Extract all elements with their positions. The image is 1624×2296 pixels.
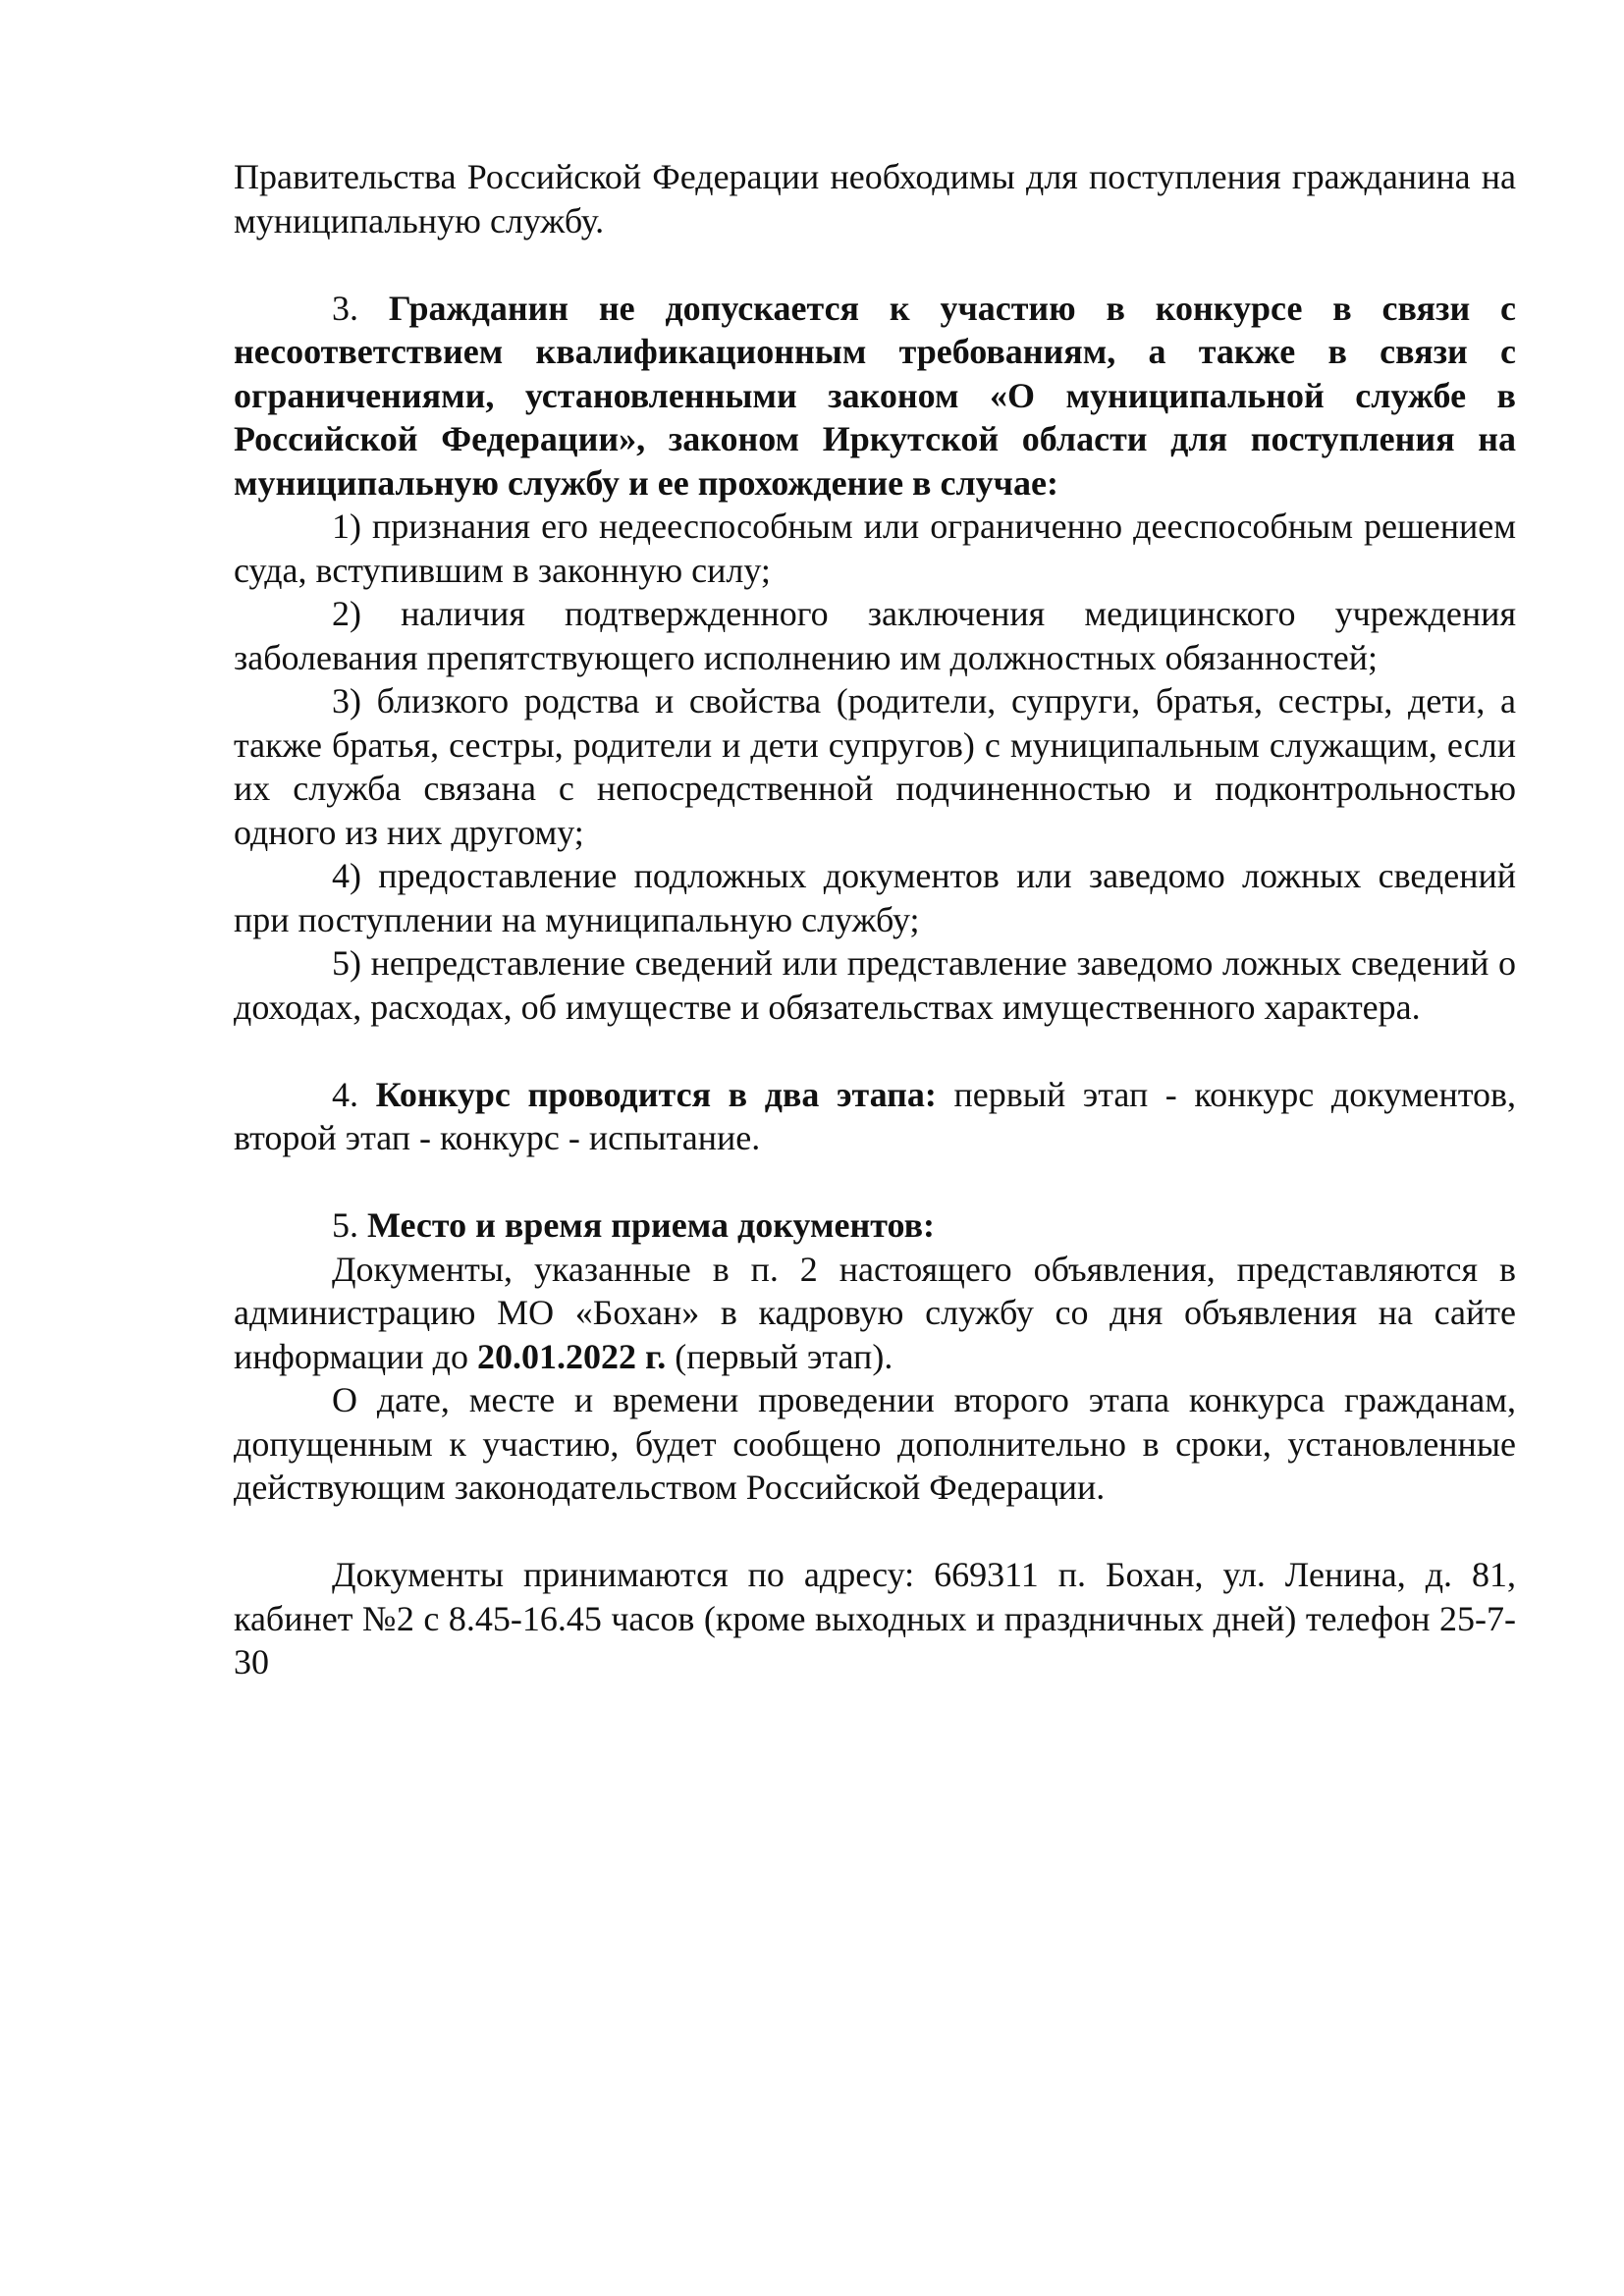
section-5-number: 5. (332, 1205, 358, 1245)
section-3-heading (234, 287, 1516, 506)
section-4-number: 4. (332, 1074, 358, 1114)
section-5-heading (234, 1203, 1516, 1248)
section-4-text: первый этап - конкурс документов, второй этап - конкурс - испытание. (234, 1074, 1516, 1157)
section-3-item-2 (234, 592, 1516, 679)
list-item-text: 2) наличия подтвержденного заключения медицинского учреждения заболевания препятствующего исполнению им должностных обязанностей; (234, 594, 1516, 677)
section-5-para2-text: О дате, месте и времени проведении второго этапа конкурса гражданам, допущенным к участию, будет сообщено дополнительно в сроки, установленные действующим законодательством Российской Федерации. (234, 1380, 1516, 1507)
section-4-heading: Конкурс проводится в два этапа: (375, 1074, 937, 1114)
intro-paragraph (234, 155, 1516, 242)
section-5-para1-start: Документы, указанные в п. 2 настоящего объявления, представляются в администрацию МО «Бохан» в кадровую службу со дня объявления на сайте информации до (234, 1249, 1516, 1376)
section-5-heading-text: Место и время приема документов: (367, 1205, 936, 1245)
section-5-para1-end: (первый этап). (666, 1336, 893, 1376)
list-item-text: 4) предоставление подложных документов или заведомо ложных сведений при поступлении на муниципальную службу; (234, 856, 1516, 939)
address-text: Документы принимаются по адресу: 669311 п. Бохан, ул. Ленина, д. 81, кабинет №2 с 8.45-16.45 часов (кроме выходных и праздничных дней) телефон 25-7-30 (234, 1555, 1516, 1682)
section-4-paragraph (234, 1073, 1516, 1160)
section-3-heading-text: Гражданин не допускается к участию в конкурсе в связи с несоответствием квалификационным требованиям, а также в связи с ограничениями, установленными законом «О муниципальной службе в Российской Федерации», законом Иркутской области для поступления на муниципальную службу и ее прохождение в случае: (234, 288, 1517, 503)
intro-text: Правительства Российской Федерации необходимы для поступления гражданина на муниципальную службу. (234, 157, 1516, 240)
section-5-paragraph-1 (234, 1248, 1516, 1379)
section-3-item-1 (234, 505, 1516, 592)
deadline-date: 20.01.2022 г. (476, 1336, 667, 1376)
list-item-text: 5) непредставление сведений или представление заведомо ложных сведений о доходах, расходах, об имуществе и обязательствах имущественного характера. (234, 943, 1516, 1027)
section-3-item-3 (234, 679, 1516, 854)
document-page (234, 155, 1516, 1684)
address-paragraph (234, 1553, 1516, 1684)
list-item-text: 3) близкого родства и свойства (родители, супруги, братья, сестры, дети, а также братья, сестры, родители и дети супругов) с муниципальным служащим, если их служба связана с непосредственной подчиненностью и подконтрольностью одного из них другому; (234, 681, 1516, 852)
list-item-text: 1) признания его недееспособным или ограниченно дееспособным решением суда, вступившим в законную силу; (234, 507, 1516, 590)
section-3-number: 3. (332, 288, 358, 328)
section-3-item-4 (234, 854, 1516, 941)
section-3-item-5 (234, 941, 1516, 1029)
section-5-paragraph-2 (234, 1378, 1516, 1510)
